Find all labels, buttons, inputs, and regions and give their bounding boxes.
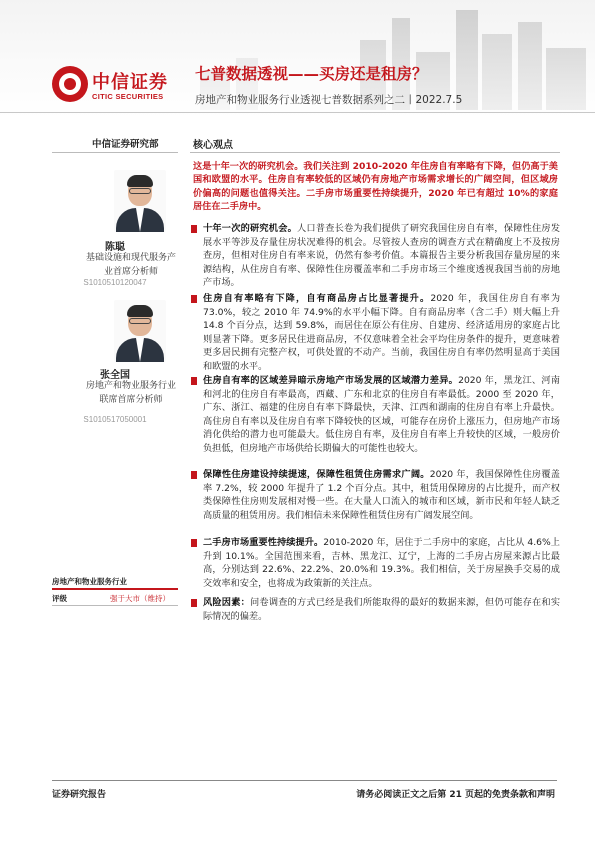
point-text: 问卷调查的方式已经是我们所能取得的最好的数据来源，但仍可能存在和实际情况的偏差。 — [203, 597, 561, 622]
point-text: 2020 年，黑龙江、河南和河北的住房自有率最高，西藏、广东和北京的住房自有率最低。2000 至 2020 年，广东、浙江、福建的住房自有率下降最快，天津、江西和湖南的住房自有率上升最快。高住房自有率以及住房自有率下降较快的区域，可能存在房价上涨压力，但房地产市场消化供给的潜力也可能最大。低住房自有率，及住房自有率上升较快的区域，一般房价负担低，但房地产市场供给长期偏大的可能性也较大。 — [203, 375, 560, 454]
citic-logo-icon — [52, 66, 88, 102]
summary-paragraph: 这是十年一次的研究机会。我们关注到 2010-2020 年住房自有率略有下降，但仍高于美国和欧盟的水平。住房自有率较低的区域仍有房地产市场需求增长的广阔空间，但区域房价偏高的问题也值得关注。二手房市场重要性持续提升，2020 年已有超过 10%的家庭居住在二手房中。 — [193, 161, 558, 213]
analyst-photo — [114, 300, 166, 362]
core-views-heading: 核心观点 — [193, 140, 233, 151]
sidebar-divider — [52, 152, 178, 153]
rating-value: 强于大市（维持） — [110, 594, 170, 603]
rating-label: 评级 — [52, 594, 67, 603]
logo-cn-text: 中信证券 — [92, 72, 168, 93]
citic-logo — [52, 66, 182, 106]
dept-label: 中信证券研究部 — [92, 139, 159, 150]
bullet-icon — [191, 225, 197, 233]
rating-divider — [52, 605, 178, 606]
industry-divider — [52, 588, 178, 590]
point-text: 2020 年，我国保障性住房覆盖率 7.2%，较 2000 年提升了 1.2 个百分点。其中，租赁用保障房的占比提升，而产权类保障性住房则发展相对慢一些。在大量人口流入的城市和区域，新市民和年轻人缺乏高质量的租赁用房。我们相信未来保障性租赁住房有广阔发展空间。 — [203, 469, 560, 521]
bullet-icon — [191, 295, 197, 303]
key-point — [190, 292, 560, 374]
key-point — [190, 468, 560, 522]
main-divider — [190, 152, 560, 153]
analyst-title: 房地产和物业服务行业联席首席分析师 — [85, 381, 176, 405]
key-point — [190, 222, 560, 290]
report-title: 七普数据透视——买房还是租房？ — [195, 65, 428, 83]
analyst-title: 基础设施和现代服务产业首席分析师 — [85, 253, 176, 277]
key-point — [190, 536, 560, 590]
footer-report-type: 证券研究报告 — [52, 790, 107, 800]
point-lead: 风险因素： — [203, 597, 251, 608]
analyst-license: S1010517050001 — [83, 415, 147, 424]
point-lead: 十年一次的研究机会。 — [203, 223, 298, 234]
banner-building — [518, 22, 542, 110]
footer-divider — [52, 780, 557, 781]
analyst-name: 陈聪 — [105, 242, 125, 253]
report-subtitle: 房地产和物业服务行业透视七普数据系列之二丨2022.7.5 — [195, 94, 463, 106]
point-text: 2010-2020 年，居住于二手房中的家庭，占比从 4.6%上升到 10.1%。全国范围来看，吉林、黑龙江、辽宁，上海的二手房占房屋来源占比最高，分别达到 22.6%、22.2%、20.0%和 19.3%。我们相信，关于房屋换手交易的成交效率和安全，也将成为政策新的关注点。 — [203, 537, 560, 589]
point-text: 2020 年，我国住房自有率为 73.0%，较之 2010 年 74.9%的水平小幅下降。自有商品房率（含二手）则大幅上升 14.8 个百分点，达到 59.8%，而居住在原公有住房、自建房、经济适用房的家庭占比则显著下降。更多居民住进商品房，不仅意味着全社会平均住房条件的提升，更意味着更多居民拥有完整产权，可供处置的不动产。当前，我国住房自有率仍然明显高于美国和欧盟的水平。 — [203, 293, 561, 372]
banner-building — [546, 48, 586, 110]
bullet-icon — [191, 377, 197, 385]
point-lead: 保障性住房建设持续提速，保障性租赁住房需求广阔。 — [203, 469, 430, 480]
analyst-license: S1010510120047 — [83, 278, 147, 287]
analyst-photo — [114, 170, 166, 232]
industry-label: 房地产和物业服务行业 — [52, 577, 127, 586]
point-text: 人口普查长卷为我们提供了研究我国住房自有率，保障性住房发展水平等涉及存量住房状况难得的机会。尽管按人查房的调查方式在精确度上不及按房查房，但相对住房自有率来说，仍然有参考价值。本篇报告主要分析我国存量房屋的来源结构，从住房自有率、保障性住房覆盖率和二手房市场三个维度透视我国当前的房地产市场。 — [203, 223, 561, 289]
bullet-icon — [191, 471, 197, 479]
key-point — [190, 596, 560, 623]
banner-building — [482, 34, 512, 110]
point-lead: 住房自有率的区域差异暗示房地产市场发展的区域潜力差异。 — [203, 375, 459, 386]
footer-disclaimer: 请务必阅读正文之后第 21 页起的免责条款和声明 — [356, 790, 555, 800]
point-lead: 住房自有率略有下降，自有商品房占比显著提升。 — [203, 293, 431, 304]
header-divider — [0, 112, 595, 113]
point-lead: 二手房市场重要性持续提升。 — [203, 537, 324, 548]
bullet-icon — [191, 599, 197, 607]
key-point — [190, 374, 560, 456]
analyst-name: 张全国 — [100, 370, 130, 381]
bullet-icon — [191, 539, 197, 547]
logo-en-text: CITIC SECURITIES — [92, 92, 164, 101]
